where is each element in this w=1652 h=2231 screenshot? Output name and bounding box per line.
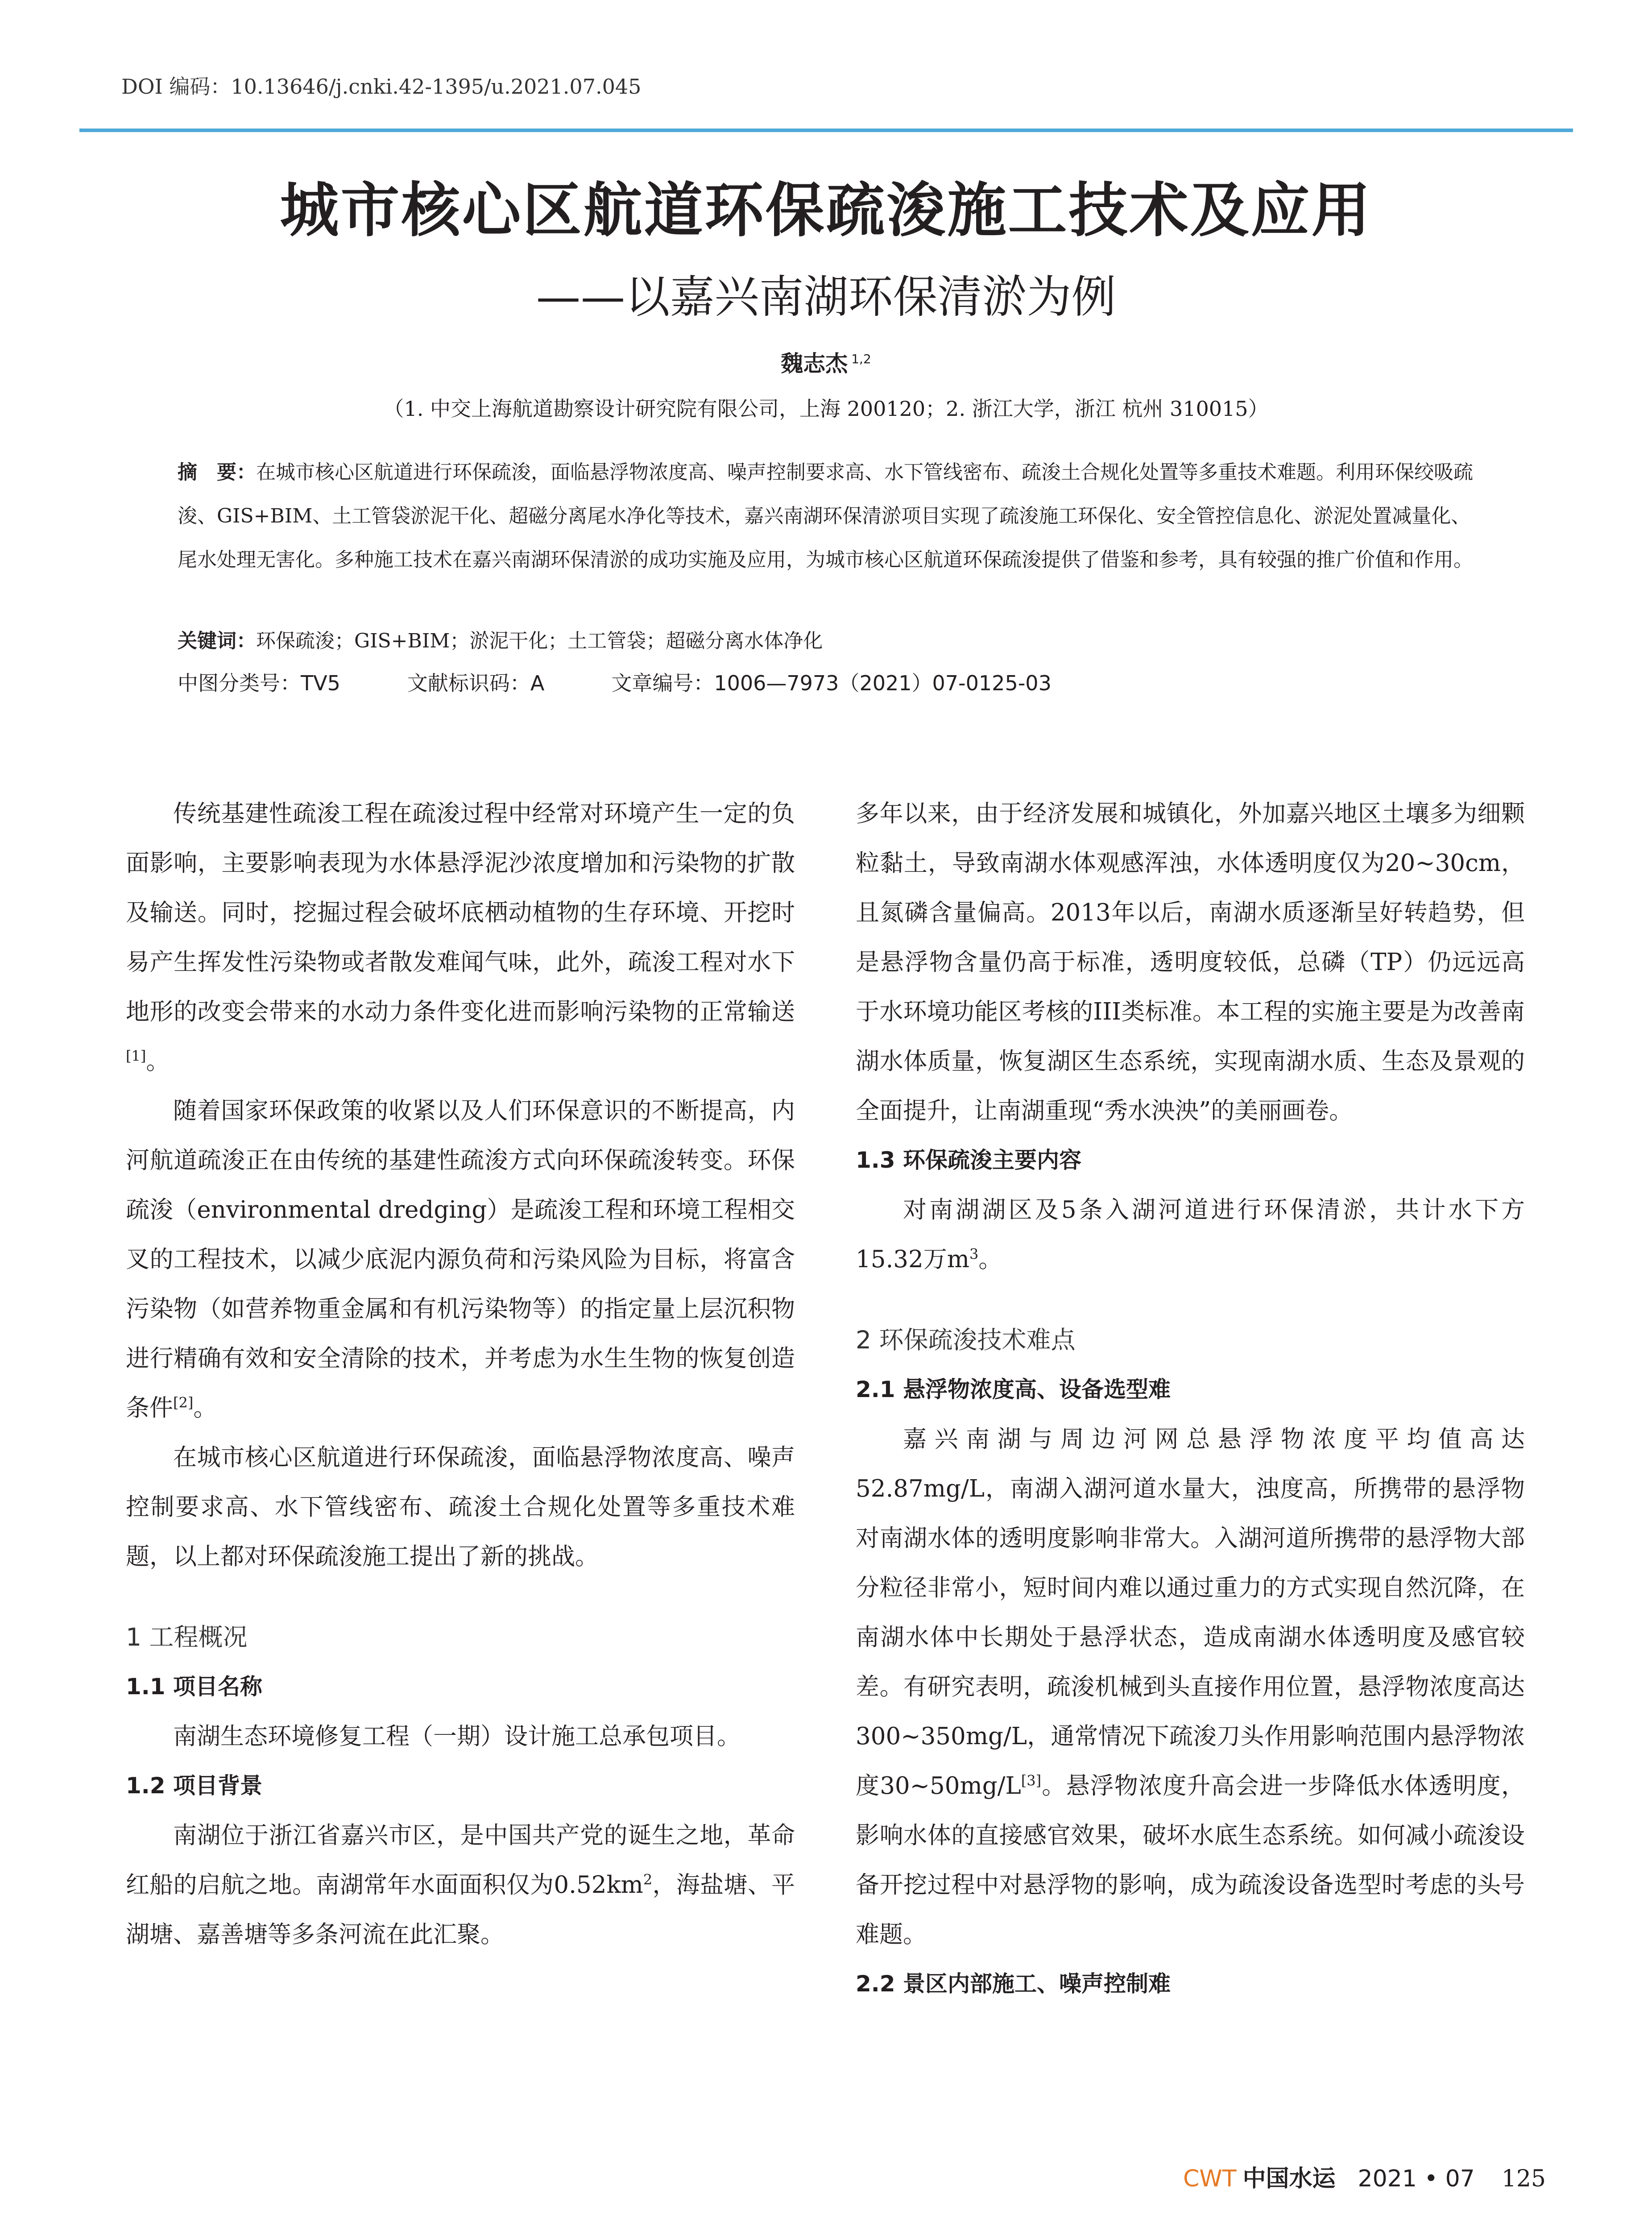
body-paragraph: 多年以来，由于经济发展和城镇化，外加嘉兴地区土壤多为细颗粒黏土，导致南湖水体观感浑浊，水体透明度仅为20~30cm，且氮磷含量偏高。2013年以后，南湖水质逐渐呈好转趋势，但是悬浮物含量仍高于标准，透明度较低，总磷（TP）仍远远高于水环境功能区考核的III类标准。本工程的实施主要是为改善南湖水体质量，恢复湖区生态系统，实现南湖水质、生态及景观的全面提升，让南湖重现“秀水泱泱”的美丽画卷。 <box>856 800 1525 1124</box>
subsection-heading: 2.2 景区内部施工、噪声控制难 <box>856 1971 1171 1997</box>
abstract-text: 在城市核心区航道进行环保疏浚，面临悬浮物浓度高、噪声控制要求高、水下管线密布、疏浚土合规化处置等多重技术难题。利用环保绞吸疏浚、GIS+BIM、土工管袋淤泥干化、超磁分离尾水净化等技术，嘉兴南湖环保清淤项目实现了疏浚施工环保化、安全管控信息化、淤泥处置减量化、尾水处理无害化。多种施工技术在嘉兴南湖环保清淤的成功实施及应用，为城市核心区航道环保疏浚提供了借鉴和参考，具有较强的推广价值和作用。 <box>178 461 1473 571</box>
body-paragraph: 在城市核心区航道进行环保疏浚，面临悬浮物浓度高、噪声控制要求高、水下管线密布、疏浚土合规化处置等多重技术难题，以上都对环保疏浚施工提出了新的挑战。 <box>126 1444 795 1570</box>
body-paragraph <box>856 1185 1525 1284</box>
paragraph-end: 。 <box>146 1048 170 1075</box>
page-number: 125 <box>1501 2165 1546 2192</box>
superscript: 2 <box>643 1871 653 1888</box>
paragraph-text: 南湖位于浙江省嘉兴市区，是中国共产党的诞生之地，革命红船的启航之地。南湖常年水面面积仅为0.52km <box>126 1822 795 1899</box>
article-number: 文章编号：1006—7973（2021）07-0125-03 <box>611 671 1052 695</box>
author <box>0 346 1652 378</box>
author-name: 魏志杰 <box>781 351 848 377</box>
article-subtitle: ——以嘉兴南湖环保清淤为例 <box>536 271 1116 323</box>
classification-line <box>178 667 1118 697</box>
keywords <box>178 625 1480 653</box>
issue-number: 2021 • 07 <box>1358 2165 1475 2192</box>
subsection-heading: 1.2 项目背景 <box>126 1773 262 1799</box>
subsection-heading: 2.1 悬浮物浓度高、设备选型难 <box>856 1377 1171 1402</box>
keywords-label: 关键词： <box>178 630 256 652</box>
section-heading: 2 环保疏浚技术难点 <box>856 1326 1076 1354</box>
keywords-text: 环保疏浚；GIS+BIM；淤泥干化；土工管袋；超磁分离水体净化 <box>256 630 823 652</box>
abstract <box>178 451 1480 582</box>
paragraph-end: 。 <box>193 1394 217 1422</box>
paragraph-text: 传统基建性疏浚工程在疏浚过程中经常对环境产生一定的负面影响，主要影响表现为水体悬浮泥沙浓度增加和污染物的扩散及输送。同时，挖掘过程会破坏底栖动植物的生存环境、开挖时易产生挥发性污染物或者散发难闻气味，此外，疏浚工程对水下地形的改变会带来的水动力条件变化进而影响污染物的正常输送 <box>126 800 795 1025</box>
cwt-logo-text: CWT <box>1183 2165 1237 2192</box>
document-code: 文献标识码：A <box>407 671 545 695</box>
left-column <box>126 789 795 1959</box>
author-affil-marks: 1,2 <box>851 352 871 367</box>
paragraph-text: ，海盐塘、平湖塘、嘉善塘等多条河流在此汇聚。 <box>126 1871 795 1948</box>
paragraph-text: 随着国家环保政策的收紧以及人们环保意识的不断提高，内河航道疏浚正在由传统的基建性疏浚方式向环保疏浚转变。环保疏浚（environmental dredging）是疏浚工程和环境工程相交叉的工程技术，以减少底泥内源负荷和污染风险为目标，将富含污染物（如营养物重金属和有机污染物等）的指定量上层沉积物进行精确有效和安全清除的技术，并考虑为水生生物的恢复创造条件 <box>126 1097 795 1422</box>
superscript: 3 <box>969 1245 979 1263</box>
paragraph-text: 嘉兴南湖与周边河网总悬浮物浓度平均值高达52.87mg/L，南湖入湖河道水量大，浊度高，所携带的悬浮物对南湖水体的透明度影响非常大。入湖河道所携带的悬浮物大部分粒径非常小，短时间内难以通过重力的方式实现自然沉降，在南湖水体中长期处于悬浮状态，造成南湖水体透明度及感官较差。有研究表明，疏浚机械到头直接作用位置，悬浮物浓度高达300~350mg/L，通常情况下疏浚刀头作用影响范围内悬浮物浓度30~50mg/L <box>856 1426 1525 1800</box>
section-heading: 1 工程概况 <box>126 1623 248 1651</box>
paragraph-text: 对南湖湖区及5条入湖河道进行环保清淤，共计水下方15.32万m <box>856 1196 1525 1273</box>
doi-line: DOI 编码：10.13646/j.cnki.42-1395/u.2021.07.045 <box>121 75 642 99</box>
magazine-name: 中国水运 <box>1242 2165 1336 2192</box>
body-paragraph <box>126 1811 795 1959</box>
body-paragraph <box>126 1086 795 1433</box>
header-rule <box>79 129 1573 132</box>
subsection-heading: 1.1 项目名称 <box>126 1674 262 1700</box>
paragraph-text: 。 <box>978 1246 1002 1273</box>
body-paragraph: 南湖生态环境修复工程（一期）设计施工总承包项目。 <box>173 1723 741 1750</box>
clc-number: 中图分类号：TV5 <box>178 671 340 695</box>
citation-ref[interactable]: [1] <box>126 1047 146 1065</box>
body-paragraph <box>856 1414 1525 1959</box>
body-paragraph <box>126 789 795 1086</box>
affiliation: （1. 中交上海航道勘察设计研究院有限公司，上海 200120；2. 浙江大学，浙江 杭州 310015） <box>383 397 1269 421</box>
page-footer <box>1183 2160 1546 2193</box>
citation-ref[interactable]: [3] <box>1021 1772 1042 1789</box>
subsection-heading: 1.3 环保疏浚主要内容 <box>856 1147 1081 1173</box>
article-title: 城市核心区航道环保疏浚施工技术及应用 <box>280 176 1372 245</box>
citation-ref[interactable]: [2] <box>173 1394 194 1411</box>
paragraph-text: 。悬浮物浓度升高会进一步降低水体透明度，影响水体的直接感官效果，破坏水底生态系统。如何减小疏浚设备开挖过程中对悬浮物的影响，成为疏浚设备选型时考虑的头号难题。 <box>856 1772 1525 1948</box>
abstract-label: 摘 要： <box>178 461 256 484</box>
right-column <box>856 789 1525 2009</box>
